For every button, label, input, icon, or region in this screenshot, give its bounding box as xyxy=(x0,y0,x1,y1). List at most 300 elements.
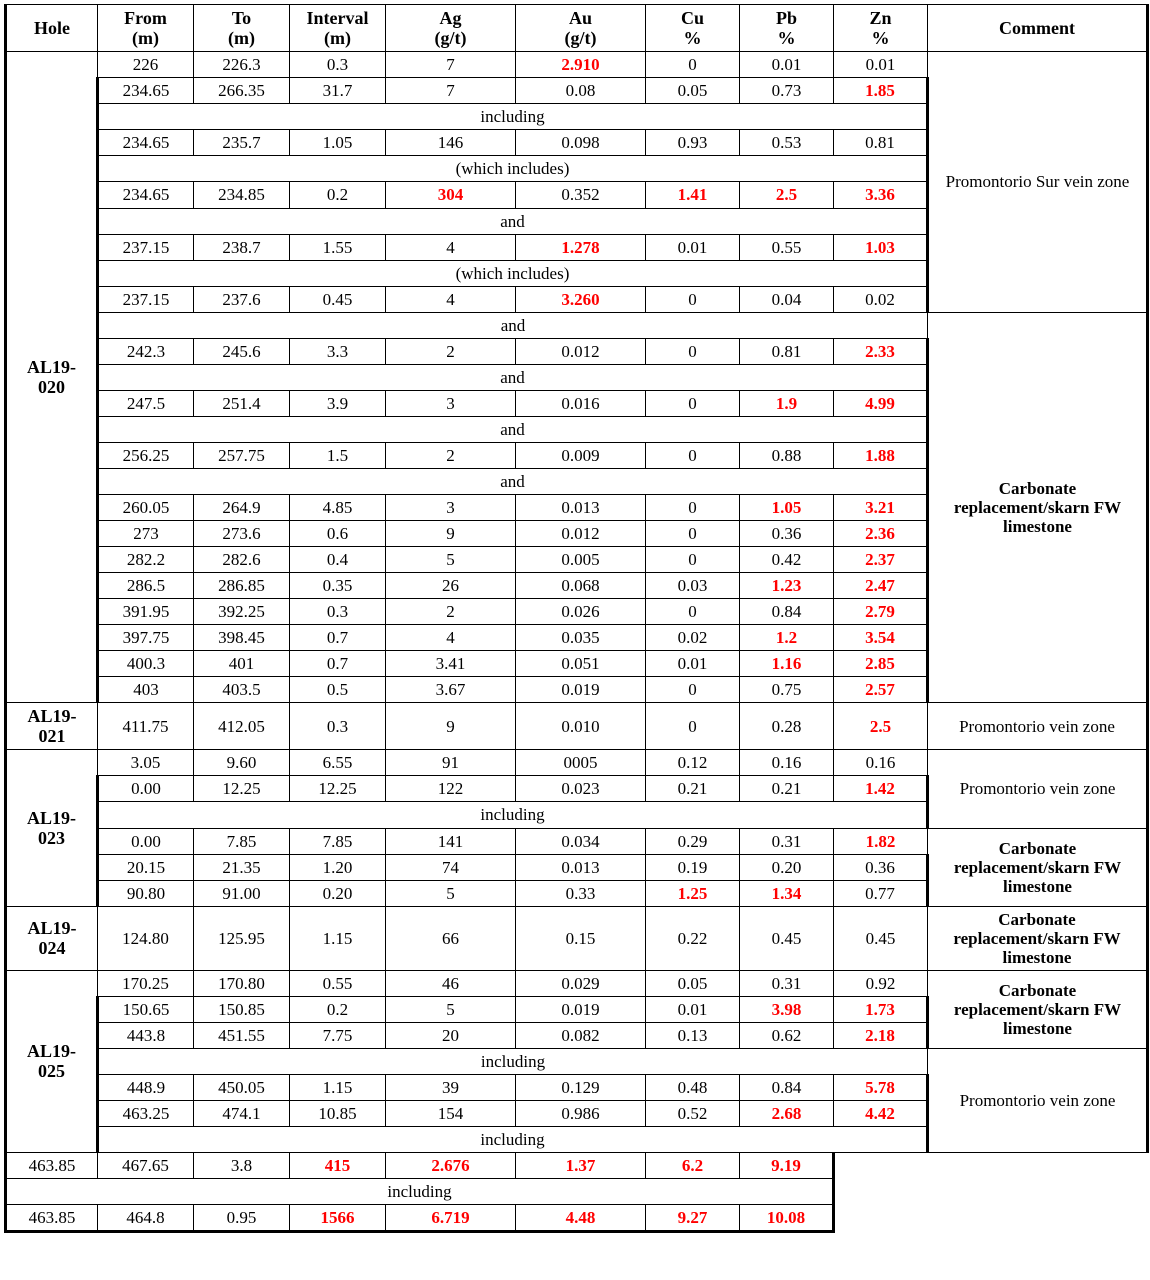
cell-zn: 0.02 xyxy=(834,286,928,312)
cell-cu: 0.12 xyxy=(646,750,740,776)
cell-from: 282.2 xyxy=(98,546,194,572)
cell-au: 0.016 xyxy=(516,390,646,416)
cell-interval: 0.3 xyxy=(290,703,386,750)
cell-zn: 0.36 xyxy=(834,854,928,880)
cell-to: 91.00 xyxy=(194,880,290,906)
column-header-zn xyxy=(834,5,928,52)
cell-pb: 0.42 xyxy=(740,546,834,572)
cell-interval: 0.55 xyxy=(290,970,386,996)
cell-au: 0.013 xyxy=(516,494,646,520)
cell-cu: 0 xyxy=(646,338,740,364)
cell-cu: 1.41 xyxy=(646,182,740,208)
cell-zn: 3.54 xyxy=(834,625,928,651)
cell-pb: 0.31 xyxy=(740,970,834,996)
cell-from: 237.15 xyxy=(98,234,194,260)
cell-to: 264.9 xyxy=(194,494,290,520)
cell-pb: 0.84 xyxy=(740,598,834,624)
comment-cell: Carbonate replacement/skarn FW limestone xyxy=(928,970,1148,1048)
cell-pb: 0.01 xyxy=(740,52,834,78)
cell-pb: 0.55 xyxy=(740,234,834,260)
cell-zn: 4.42 xyxy=(834,1100,928,1126)
cell-to: 282.6 xyxy=(194,546,290,572)
cell-interval: 0.2 xyxy=(290,182,386,208)
cell-ag: 4 xyxy=(386,286,516,312)
cell-to: 238.7 xyxy=(194,234,290,260)
column-header-from-line1: From xyxy=(124,8,167,28)
cell-ag: 154 xyxy=(386,1100,516,1126)
cell-to: 251.4 xyxy=(194,390,290,416)
table-row xyxy=(6,1152,1148,1178)
cell-au: 0.068 xyxy=(516,572,646,598)
column-header-to xyxy=(194,5,290,52)
cell-interval: 7.75 xyxy=(290,1022,386,1048)
table-row xyxy=(6,312,1148,338)
cell-au: 6.719 xyxy=(386,1204,516,1231)
column-header-pb-line1: Pb xyxy=(775,8,797,28)
cell-pb: 0.81 xyxy=(740,338,834,364)
cell-zn: 0.01 xyxy=(834,52,928,78)
cell-from: 443.8 xyxy=(98,1022,194,1048)
cell-cu: 0.01 xyxy=(646,234,740,260)
cell-cu: 0.29 xyxy=(646,828,740,854)
cell-au: 0.026 xyxy=(516,598,646,624)
cell-pb: 6.2 xyxy=(646,1152,740,1178)
cell-from: 170.25 xyxy=(98,970,194,996)
drill-results-table xyxy=(4,4,1149,1233)
comment-cell: Promontorio vein zone xyxy=(928,750,1148,828)
cell-from: 463.25 xyxy=(98,1100,194,1126)
cell-ag: 2 xyxy=(386,598,516,624)
cell-pb: 0.53 xyxy=(740,130,834,156)
cell-from: 397.75 xyxy=(98,625,194,651)
comment-cell: Promontorio vein zone xyxy=(928,703,1148,750)
cell-pb: 9.27 xyxy=(646,1204,740,1231)
hole-id-cell: AL19- 025 xyxy=(6,970,98,1152)
cell-from: 237.15 xyxy=(98,286,194,312)
cell-zn: 2.57 xyxy=(834,677,928,703)
cell-from: 403 xyxy=(98,677,194,703)
cell-au: 0.012 xyxy=(516,520,646,546)
cell-to: 237.6 xyxy=(194,286,290,312)
cell-cu: 0 xyxy=(646,52,740,78)
cell-interval: 3.3 xyxy=(290,338,386,364)
column-header-au xyxy=(516,5,646,52)
cell-cu: 0 xyxy=(646,677,740,703)
cell-zn: 4.99 xyxy=(834,390,928,416)
cell-ag: 3.41 xyxy=(386,651,516,677)
cell-au: 0.352 xyxy=(516,182,646,208)
table-row xyxy=(6,703,1148,750)
cell-pb: 0.20 xyxy=(740,854,834,880)
cell-ag: 7 xyxy=(386,78,516,104)
cell-cu: 0.93 xyxy=(646,130,740,156)
cell-ag: 146 xyxy=(386,130,516,156)
cell-au: 0.129 xyxy=(516,1074,646,1100)
cell-interval: 31.7 xyxy=(290,78,386,104)
cell-from: 0.00 xyxy=(98,828,194,854)
cell-ag: 2 xyxy=(386,338,516,364)
cell-ag: 20 xyxy=(386,1022,516,1048)
column-header-from-line2: (m) xyxy=(132,28,159,49)
column-header-interval-line2: (m) xyxy=(324,28,351,49)
cell-to: 464.8 xyxy=(98,1204,194,1231)
cell-to: 474.1 xyxy=(194,1100,290,1126)
table-row xyxy=(6,52,1148,78)
table-row xyxy=(6,1178,1148,1204)
table-header xyxy=(6,5,1148,52)
hole-id-cell: AL19- 023 xyxy=(6,750,98,906)
cell-to: 451.55 xyxy=(194,1022,290,1048)
column-header-cu-line1: Cu xyxy=(680,8,704,28)
cell-zn: 2.36 xyxy=(834,520,928,546)
column-header-cu xyxy=(646,5,740,52)
cell-interval: 7.85 xyxy=(290,828,386,854)
cell-ag: 304 xyxy=(386,182,516,208)
cell-ag: 5 xyxy=(386,996,516,1022)
cell-au: 0.013 xyxy=(516,854,646,880)
cell-pb: 0.75 xyxy=(740,677,834,703)
table-row xyxy=(6,750,1148,776)
interval-note: and xyxy=(98,468,928,494)
cell-zn: 2.37 xyxy=(834,546,928,572)
cell-from: 400.3 xyxy=(98,651,194,677)
cell-interval: 3.9 xyxy=(290,390,386,416)
cell-cu: 0 xyxy=(646,546,740,572)
cell-au: 2.910 xyxy=(516,52,646,78)
cell-ag: 4 xyxy=(386,234,516,260)
cell-pb: 0.73 xyxy=(740,78,834,104)
cell-to: 412.05 xyxy=(194,703,290,750)
cell-to: 12.25 xyxy=(194,776,290,802)
cell-interval: 1.15 xyxy=(290,906,386,970)
cell-pb: 0.21 xyxy=(740,776,834,802)
cell-interval: 0.45 xyxy=(290,286,386,312)
hole-id-cell: AL19- 020 xyxy=(6,52,98,703)
cell-cu: 0.22 xyxy=(646,906,740,970)
cell-cu: 0.03 xyxy=(646,572,740,598)
column-header-au-line1: Au xyxy=(568,8,592,28)
cell-zn: 3.21 xyxy=(834,494,928,520)
cell-cu: 0.02 xyxy=(646,625,740,651)
cell-cu: 0.05 xyxy=(646,970,740,996)
cell-pb: 1.23 xyxy=(740,572,834,598)
cell-interval: 6.55 xyxy=(290,750,386,776)
column-header-comment-line1: Comment xyxy=(999,18,1075,39)
column-header-to-line1: To xyxy=(231,8,252,28)
cell-au: 0.986 xyxy=(516,1100,646,1126)
cell-ag: 1566 xyxy=(290,1204,386,1231)
cell-interval: 0.20 xyxy=(290,880,386,906)
cell-ag: 26 xyxy=(386,572,516,598)
table-row xyxy=(6,828,1148,854)
column-header-au-line2: (g/t) xyxy=(564,28,597,49)
cell-zn: 2.33 xyxy=(834,338,928,364)
hole-id-cell: AL19- 021 xyxy=(6,703,98,750)
cell-zn: 0.77 xyxy=(834,880,928,906)
cell-interval: 0.3 xyxy=(290,52,386,78)
interval-note: including xyxy=(98,1048,928,1074)
table-row xyxy=(6,1204,1148,1231)
cell-from: 20.15 xyxy=(98,854,194,880)
cell-cu: 1.25 xyxy=(646,880,740,906)
cell-interval: 0.6 xyxy=(290,520,386,546)
cell-from: 273 xyxy=(98,520,194,546)
interval-note: (which includes) xyxy=(98,260,928,286)
cell-pb: 0.88 xyxy=(740,442,834,468)
cell-from: 286.5 xyxy=(98,572,194,598)
cell-to: 234.85 xyxy=(194,182,290,208)
cell-to: 235.7 xyxy=(194,130,290,156)
cell-from: 247.5 xyxy=(98,390,194,416)
cell-cu: 0 xyxy=(646,494,740,520)
cell-interval: 0.3 xyxy=(290,598,386,624)
cell-zn: 2.79 xyxy=(834,598,928,624)
cell-au: 0.010 xyxy=(516,703,646,750)
cell-pb: 3.98 xyxy=(740,996,834,1022)
interval-note: including xyxy=(98,802,928,828)
cell-from: 90.80 xyxy=(98,880,194,906)
cell-to: 392.25 xyxy=(194,598,290,624)
cell-zn: 5.78 xyxy=(834,1074,928,1100)
cell-au: 0.08 xyxy=(516,78,646,104)
cell-from: 0.00 xyxy=(98,776,194,802)
cell-to: 403.5 xyxy=(194,677,290,703)
cell-to: 401 xyxy=(194,651,290,677)
cell-ag: 3.67 xyxy=(386,677,516,703)
cell-ag: 46 xyxy=(386,970,516,996)
cell-ag: 7 xyxy=(386,52,516,78)
cell-cu: 0 xyxy=(646,598,740,624)
cell-au: 0.15 xyxy=(516,906,646,970)
interval-note: and xyxy=(98,364,928,390)
cell-from: 411.75 xyxy=(98,703,194,750)
column-header-interval xyxy=(290,5,386,52)
column-header-comment xyxy=(928,5,1148,52)
cell-zn: 2.18 xyxy=(834,1022,928,1048)
cell-au: 0.009 xyxy=(516,442,646,468)
cell-pb: 1.34 xyxy=(740,880,834,906)
cell-zn: 0.81 xyxy=(834,130,928,156)
cell-pb: 0.16 xyxy=(740,750,834,776)
cell-zn: 0.45 xyxy=(834,906,928,970)
cell-pb: 0.04 xyxy=(740,286,834,312)
cell-au: 3.260 xyxy=(516,286,646,312)
cell-zn: 0.16 xyxy=(834,750,928,776)
column-header-cu-line2: % xyxy=(683,28,702,49)
cell-au: 0.082 xyxy=(516,1022,646,1048)
cell-interval: 3.8 xyxy=(194,1152,290,1178)
cell-au: 0.051 xyxy=(516,651,646,677)
interval-note: including xyxy=(98,104,928,130)
cell-interval: 10.85 xyxy=(290,1100,386,1126)
cell-to: 450.05 xyxy=(194,1074,290,1100)
hole-id-cell: AL19- 024 xyxy=(6,906,98,970)
cell-to: 21.35 xyxy=(194,854,290,880)
cell-au: 0.019 xyxy=(516,677,646,703)
cell-cu: 0.19 xyxy=(646,854,740,880)
interval-note: and xyxy=(98,312,928,338)
cell-to: 125.95 xyxy=(194,906,290,970)
cell-cu: 0.21 xyxy=(646,776,740,802)
cell-au: 0.035 xyxy=(516,625,646,651)
cell-ag: 9 xyxy=(386,520,516,546)
cell-pb: 0.62 xyxy=(740,1022,834,1048)
cell-from: 463.85 xyxy=(6,1204,98,1231)
cell-zn: 1.88 xyxy=(834,442,928,468)
cell-from: 256.25 xyxy=(98,442,194,468)
cell-ag: 4 xyxy=(386,625,516,651)
cell-ag: 74 xyxy=(386,854,516,880)
cell-to: 150.85 xyxy=(194,996,290,1022)
cell-pb: 1.2 xyxy=(740,625,834,651)
cell-from: 463.85 xyxy=(6,1152,98,1178)
cell-pb: 1.9 xyxy=(740,390,834,416)
cell-zn: 9.19 xyxy=(740,1152,834,1178)
cell-zn: 0.92 xyxy=(834,970,928,996)
cell-interval: 0.4 xyxy=(290,546,386,572)
cell-cu: 0 xyxy=(646,390,740,416)
cell-interval: 4.85 xyxy=(290,494,386,520)
cell-au: 0005 xyxy=(516,750,646,776)
cell-zn: 1.42 xyxy=(834,776,928,802)
cell-zn: 2.5 xyxy=(834,703,928,750)
column-header-zn-line2: % xyxy=(871,28,890,49)
cell-pb: 2.68 xyxy=(740,1100,834,1126)
cell-au: 1.278 xyxy=(516,234,646,260)
cell-interval: 0.95 xyxy=(194,1204,290,1231)
cell-ag: 5 xyxy=(386,546,516,572)
cell-pb: 0.45 xyxy=(740,906,834,970)
column-header-from xyxy=(98,5,194,52)
cell-pb: 0.36 xyxy=(740,520,834,546)
cell-au: 2.676 xyxy=(386,1152,516,1178)
column-header-to-line2: (m) xyxy=(228,28,255,49)
cell-pb: 0.28 xyxy=(740,703,834,750)
cell-to: 398.45 xyxy=(194,625,290,651)
cell-cu: 0 xyxy=(646,286,740,312)
comment-cell: Carbonate replacement/skarn FW limestone xyxy=(928,906,1148,970)
comment-cell: Promontorio vein zone xyxy=(928,1048,1148,1152)
cell-pb: 0.84 xyxy=(740,1074,834,1100)
comment-cell: Carbonate replacement/skarn FW limestone xyxy=(928,828,1148,906)
comment-cell: Carbonate replacement/skarn FW limestone xyxy=(928,312,1148,702)
column-header-ag-line2: (g/t) xyxy=(434,28,467,49)
cell-zn: 1.82 xyxy=(834,828,928,854)
cell-from: 260.05 xyxy=(98,494,194,520)
cell-cu: 0.01 xyxy=(646,996,740,1022)
interval-note: and xyxy=(98,208,928,234)
cell-interval: 1.20 xyxy=(290,854,386,880)
cell-from: 391.95 xyxy=(98,598,194,624)
cell-pb: 2.5 xyxy=(740,182,834,208)
cell-zn: 2.47 xyxy=(834,572,928,598)
cell-ag: 122 xyxy=(386,776,516,802)
column-header-zn-line1: Zn xyxy=(869,8,892,28)
cell-cu: 0 xyxy=(646,703,740,750)
cell-au: 0.012 xyxy=(516,338,646,364)
table-row xyxy=(6,970,1148,996)
cell-cu: 1.37 xyxy=(516,1152,646,1178)
cell-ag: 2 xyxy=(386,442,516,468)
cell-zn: 1.85 xyxy=(834,78,928,104)
cell-cu: 0.01 xyxy=(646,651,740,677)
cell-cu: 4.48 xyxy=(516,1204,646,1231)
cell-to: 170.80 xyxy=(194,970,290,996)
cell-to: 226.3 xyxy=(194,52,290,78)
cell-cu: 0.05 xyxy=(646,78,740,104)
cell-interval: 1.5 xyxy=(290,442,386,468)
cell-from: 234.65 xyxy=(98,130,194,156)
cell-au: 0.33 xyxy=(516,880,646,906)
cell-ag: 3 xyxy=(386,390,516,416)
cell-ag: 66 xyxy=(386,906,516,970)
cell-au: 0.005 xyxy=(516,546,646,572)
cell-to: 273.6 xyxy=(194,520,290,546)
cell-interval: 0.5 xyxy=(290,677,386,703)
cell-from: 226 xyxy=(98,52,194,78)
table-row xyxy=(6,906,1148,970)
cell-cu: 0.48 xyxy=(646,1074,740,1100)
cell-au: 0.023 xyxy=(516,776,646,802)
cell-from: 242.3 xyxy=(98,338,194,364)
cell-cu: 0.13 xyxy=(646,1022,740,1048)
cell-from: 150.65 xyxy=(98,996,194,1022)
cell-interval: 1.15 xyxy=(290,1074,386,1100)
cell-pb: 1.05 xyxy=(740,494,834,520)
cell-to: 286.85 xyxy=(194,572,290,598)
cell-from: 3.05 xyxy=(98,750,194,776)
cell-to: 245.6 xyxy=(194,338,290,364)
cell-ag: 141 xyxy=(386,828,516,854)
table-body xyxy=(6,52,1148,1232)
cell-from: 234.65 xyxy=(98,182,194,208)
cell-au: 0.029 xyxy=(516,970,646,996)
table-row xyxy=(6,1048,1148,1074)
cell-cu: 0 xyxy=(646,520,740,546)
column-header-ag xyxy=(386,5,516,52)
cell-to: 7.85 xyxy=(194,828,290,854)
cell-ag: 39 xyxy=(386,1074,516,1100)
cell-zn: 10.08 xyxy=(740,1204,834,1231)
cell-ag: 3 xyxy=(386,494,516,520)
cell-au: 0.098 xyxy=(516,130,646,156)
cell-interval: 1.55 xyxy=(290,234,386,260)
cell-pb: 1.16 xyxy=(740,651,834,677)
column-header-hole xyxy=(6,5,98,52)
cell-zn: 1.73 xyxy=(834,996,928,1022)
column-header-pb-line2: % xyxy=(777,28,796,49)
cell-zn: 3.36 xyxy=(834,182,928,208)
interval-note: (which includes) xyxy=(98,156,928,182)
column-header-pb xyxy=(740,5,834,52)
column-header-ag-line1: Ag xyxy=(439,8,462,28)
cell-interval: 12.25 xyxy=(290,776,386,802)
cell-ag: 5 xyxy=(386,880,516,906)
cell-ag: 9 xyxy=(386,703,516,750)
cell-cu: 0.52 xyxy=(646,1100,740,1126)
cell-zn: 1.03 xyxy=(834,234,928,260)
cell-from: 124.80 xyxy=(98,906,194,970)
cell-interval: 0.7 xyxy=(290,625,386,651)
cell-pb: 0.31 xyxy=(740,828,834,854)
comment-cell: Promontorio Sur vein zone xyxy=(928,52,1148,312)
cell-to: 467.65 xyxy=(98,1152,194,1178)
cell-from: 234.65 xyxy=(98,78,194,104)
cell-to: 257.75 xyxy=(194,442,290,468)
cell-zn: 2.85 xyxy=(834,651,928,677)
cell-ag: 91 xyxy=(386,750,516,776)
cell-interval: 0.35 xyxy=(290,572,386,598)
